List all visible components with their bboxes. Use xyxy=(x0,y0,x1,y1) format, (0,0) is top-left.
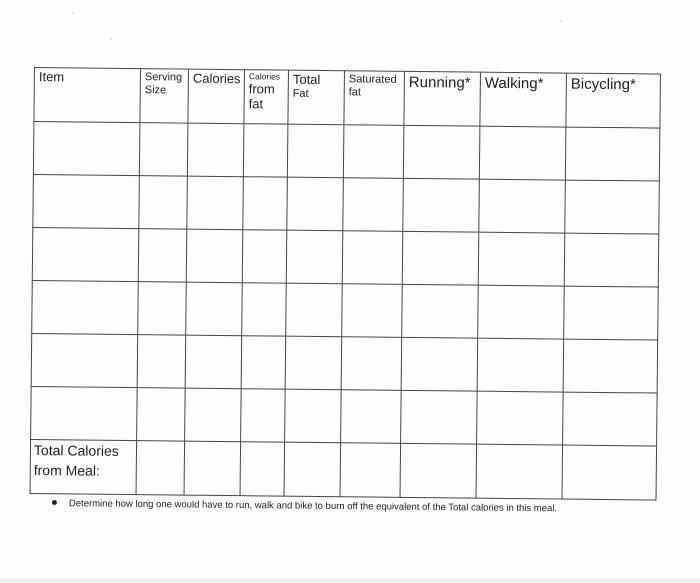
table-cell[interactable] xyxy=(186,282,243,336)
header-running xyxy=(404,71,481,126)
table-row xyxy=(33,174,660,234)
table-cell[interactable] xyxy=(32,280,139,334)
table-cell[interactable] xyxy=(402,231,479,285)
table-cell[interactable] xyxy=(476,444,563,499)
table-cell[interactable] xyxy=(341,390,402,444)
table-cell[interactable] xyxy=(139,176,188,229)
header-running-label: Running* xyxy=(408,73,471,92)
header-serving-size xyxy=(140,69,189,123)
table-cell[interactable] xyxy=(242,283,287,336)
table-cell[interactable] xyxy=(343,125,404,179)
table-cell[interactable] xyxy=(285,336,342,390)
nutrition-exercise-table xyxy=(29,67,660,511)
total-row xyxy=(30,439,657,500)
table-cell[interactable] xyxy=(401,390,478,444)
table-cell[interactable] xyxy=(564,233,659,287)
table-cell[interactable] xyxy=(187,176,244,230)
header-calories xyxy=(188,69,245,124)
table-cell[interactable] xyxy=(241,389,286,442)
table-cell[interactable] xyxy=(33,174,140,228)
header-total-fat-sublabel: Fat xyxy=(292,87,309,100)
table-cell[interactable] xyxy=(477,338,564,392)
table-cell[interactable] xyxy=(343,178,404,232)
table-cell[interactable] xyxy=(401,337,478,391)
table-cell[interactable] xyxy=(242,230,287,283)
header-calories-from-fat xyxy=(244,70,289,124)
table-cell[interactable] xyxy=(185,388,242,442)
header-total-fat xyxy=(288,70,345,125)
table-row xyxy=(32,227,659,287)
header-calories-from-fat-label: Calories xyxy=(248,71,281,82)
header-serving-size-label: Serving Size xyxy=(144,71,183,97)
table-cell[interactable] xyxy=(31,333,138,387)
table-cell[interactable] xyxy=(243,124,288,177)
table-cell[interactable] xyxy=(240,442,285,496)
table-cell[interactable] xyxy=(565,127,660,181)
table-cell[interactable] xyxy=(403,178,480,232)
header-row xyxy=(34,68,661,129)
table-cell[interactable] xyxy=(287,124,344,178)
table-cell[interactable] xyxy=(32,227,139,281)
table-cell[interactable] xyxy=(243,177,288,230)
table-cell[interactable] xyxy=(138,229,187,282)
table-cell[interactable] xyxy=(287,177,344,231)
table-cell[interactable] xyxy=(562,445,657,500)
footnote-text: Determine how long one would have to run, walk and bike to burn off the equivalent of the Total calories in this meal. xyxy=(68,498,558,515)
header-item-label: Item xyxy=(38,69,65,85)
header-bicycling-label: Bicycling* xyxy=(570,75,636,94)
table-cell[interactable] xyxy=(564,286,659,340)
header-saturated-fat-sublabel: fat xyxy=(348,85,362,99)
table-row xyxy=(33,122,660,182)
table-cell[interactable] xyxy=(402,284,479,338)
total-calories-label xyxy=(30,439,137,494)
header-bicycling xyxy=(566,73,661,128)
table-cell[interactable] xyxy=(33,122,140,176)
table-cell[interactable] xyxy=(285,389,342,443)
table-cell[interactable] xyxy=(340,443,401,498)
table-cell[interactable] xyxy=(136,441,185,495)
page-bottom-edge xyxy=(0,579,700,583)
table-cell[interactable] xyxy=(187,123,244,177)
table-cell[interactable] xyxy=(186,229,243,283)
header-item xyxy=(34,68,141,123)
table-cell[interactable] xyxy=(478,285,565,339)
table-cell[interactable] xyxy=(563,392,658,446)
header-calories-label: Calories xyxy=(192,70,241,87)
table-row xyxy=(32,280,659,340)
table-cell[interactable] xyxy=(286,283,343,337)
table-row xyxy=(31,386,658,446)
table-cell[interactable] xyxy=(341,337,402,391)
total-calories-label-line1: Total Calories xyxy=(33,442,119,459)
table-cell[interactable] xyxy=(139,123,188,176)
table-cell[interactable] xyxy=(477,391,564,445)
table-cell[interactable] xyxy=(137,335,186,388)
table-cell[interactable] xyxy=(563,339,658,393)
table-cell[interactable] xyxy=(403,125,480,179)
table-cell[interactable] xyxy=(479,179,566,233)
table-cell[interactable] xyxy=(342,231,403,285)
table-cell[interactable] xyxy=(185,335,242,389)
header-total-fat-label: Total xyxy=(292,71,321,87)
table-cell[interactable] xyxy=(284,442,341,497)
table-cell[interactable] xyxy=(342,284,403,338)
table-cell[interactable] xyxy=(137,388,186,441)
header-walking xyxy=(480,72,567,127)
table-row xyxy=(31,333,658,393)
table-cell[interactable] xyxy=(184,441,241,496)
header-walking-label: Walking* xyxy=(484,74,544,93)
table-cell[interactable] xyxy=(241,336,286,389)
table-cell[interactable] xyxy=(400,443,477,498)
bullet-icon xyxy=(52,500,57,505)
table-cell[interactable] xyxy=(565,180,660,234)
total-calories-label-line2: from Meal: xyxy=(33,461,100,479)
header-calories-from-fat-sublabel: from fat xyxy=(248,81,275,112)
table-cell[interactable] xyxy=(286,230,343,284)
header-saturated-fat-label: Saturated xyxy=(348,73,397,86)
table-cell[interactable] xyxy=(31,386,138,440)
table-cell[interactable] xyxy=(138,282,187,335)
table-cell[interactable] xyxy=(478,232,565,286)
header-saturated-fat xyxy=(344,71,405,126)
table-cell[interactable] xyxy=(479,126,566,180)
